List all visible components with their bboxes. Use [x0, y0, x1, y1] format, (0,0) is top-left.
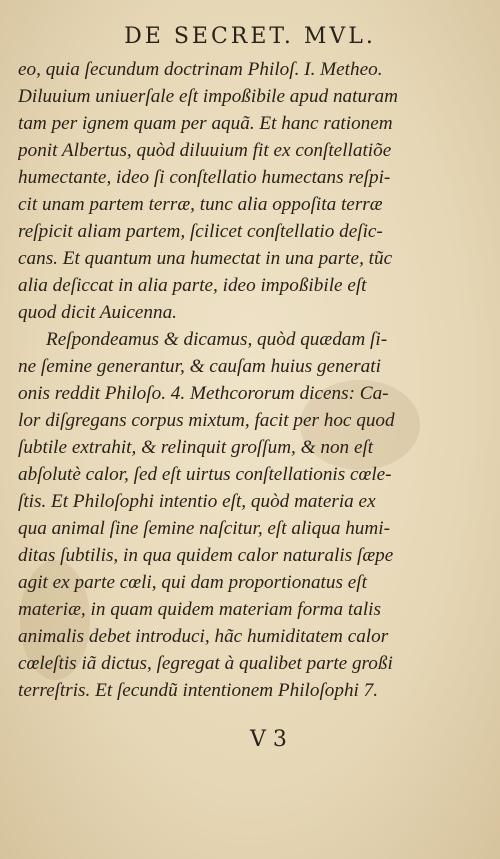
text-line: reſpicit aliam partem, ſcilicet conſtellatio deſic- [18, 221, 383, 242]
text-line: agit ex parte cœli, qui dam proportionatus eſt [18, 572, 367, 593]
text-line: ſtis. Et Philoſophi intentio eſt, quòd materia ex [18, 491, 376, 512]
text-line: onis reddit Philoſo. 4. Methcororum dicens: Ca- [18, 383, 389, 404]
signature-mark: V 3 [250, 727, 287, 752]
text-line: quod dicit Auicenna. [18, 302, 177, 323]
text-line: eo, quia ſecundum doctrinam Philoſ. I. Metheo. [18, 59, 383, 80]
text-line: cans. Et quantum una humectat in una parte, tũc [18, 248, 393, 269]
text-line: terreſtris. Et ſecundũ intentionem Philoſophi 7. [18, 680, 379, 701]
text-line: ſubtile extrahit, & relinquit groſſum, & non eſt [18, 437, 374, 458]
text-line: materiæ, in quam quidem materiam forma talis [18, 599, 381, 620]
text-line: ditas ſubtilis, in qua quidem calor naturalis ſæpe [18, 545, 394, 566]
text-line: ne ſemine generantur, & cauſam huius generati [18, 356, 381, 377]
text-line: Diluuium uniuerſale eſt impoßibile apud naturam [18, 86, 398, 107]
paragraph-start-line: Reſpondeamus & dicamus, quòd quædam ſi- [46, 329, 388, 350]
text-line: tam per ignem quam per aquã. Et hanc rationem [18, 113, 393, 134]
text-line: animalis debet introduci, hãc humiditatem calor [18, 626, 389, 647]
text-line: qua animal ſine ſemine naſcitur, eſt aliqua humi- [18, 518, 390, 539]
text-line: humectante, ideo ſi conſtellatio humectans reſpi- [18, 167, 391, 188]
text-line: cœleſtis iã dictus, ſegregat à qualibet parte großi [18, 653, 393, 674]
text-line: alia deſiccat in alia parte, ideo impoßibile eſt [18, 275, 367, 296]
text-line: abſolutè calor, ſed eſt uirtus conſtellationis cœle- [18, 464, 392, 485]
text-line: lor diſgregans corpus mixtum, facit per hoc quod [18, 410, 395, 431]
text-line: ponit Albertus, quòd diluuium fit ex conſtellatiõe [18, 140, 392, 161]
text-line: cit unam partem terræ, tunc alia oppoſita terræ [18, 194, 383, 215]
running-header: DE SECRET. MVL. [124, 24, 376, 49]
text-block [18, 56, 410, 704]
